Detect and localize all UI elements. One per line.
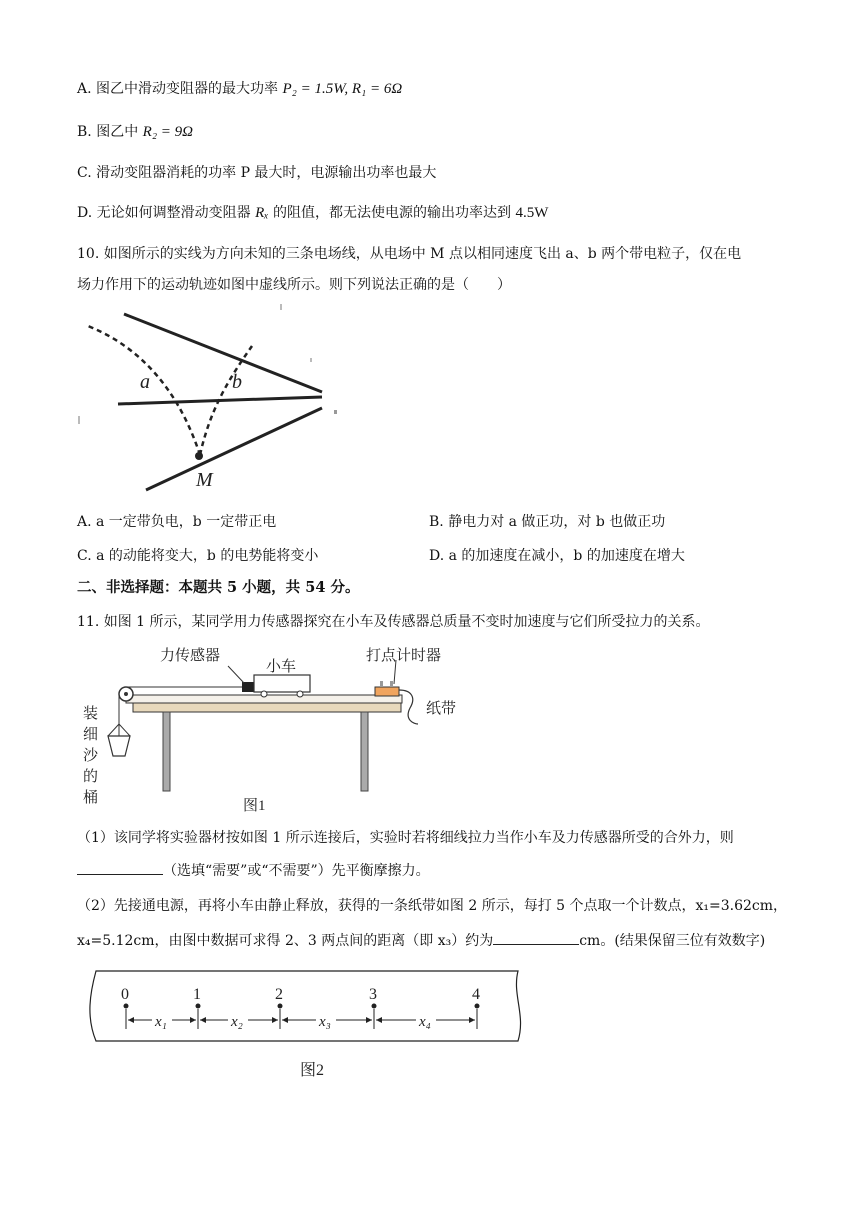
tape-label-2: 2 — [275, 986, 283, 1003]
segment-label-x3: x₃ — [319, 1014, 331, 1030]
label-m: M — [196, 469, 213, 491]
q10-option-b: B. 静电力对 a 做正功，对 b 也做正功 — [429, 514, 666, 530]
q11-stem: 11. 如图 1 所示，某同学用力传感器探究在小车及传感器总质量不变时加速度与它们所受拉力的关系。 — [77, 614, 710, 630]
q11-part2-line1: （2）先接通电源，再将小车由静止释放，获得的一条纸带如图 2 所示，每打 5 个点取一个计数点，x₁=3.62cm， — [77, 898, 788, 914]
tape-point-4 — [475, 1004, 480, 1009]
label-b: b — [232, 371, 242, 393]
field-line-bottom — [146, 408, 322, 490]
q9-option-c-text: C. 滑动变阻器消耗的功率 P 最大时，电源输出功率也最大 — [77, 165, 437, 181]
label-bucket-5: 桶 — [83, 790, 99, 806]
q10-option-d: D. a 的加速度在减小，b 的加速度在增大 — [429, 548, 685, 564]
q9-option-d-value: 4.5W — [515, 205, 549, 221]
tape-outline — [90, 971, 521, 1041]
tape-point-1 — [196, 1004, 201, 1009]
label-a: a — [140, 371, 150, 393]
q10-stem-line2: 场力作用下的运动轨迹如图中虚线所示。则下列说法正确的是（ ） — [77, 277, 511, 293]
tape-label-0: 0 — [121, 986, 129, 1003]
cart-wheel-right — [297, 691, 303, 697]
q10-option-c: C. a 的动能将变大，b 的电势能将变小 — [77, 548, 319, 564]
q9-option-a — [77, 79, 402, 99]
segment-label-x1: x₁ — [155, 1014, 167, 1030]
pulley-axle — [124, 692, 128, 696]
point-m — [195, 452, 203, 460]
q9-option-b-math: R₂ = 9Ω — [142, 124, 194, 140]
label-bucket-3: 沙 — [83, 748, 99, 764]
q11-figure2 — [80, 965, 530, 1085]
tape-label-1: 1 — [193, 986, 201, 1003]
q11-part2-line2-text-b: cm。(结果保留三位有效数字) — [579, 933, 766, 949]
speck — [334, 410, 337, 414]
label-bucket-2: 细 — [83, 727, 99, 743]
timer-post-left — [380, 681, 383, 687]
leader-force-sensor — [228, 666, 244, 683]
cart-body — [254, 675, 310, 692]
q11-figure1 — [78, 638, 478, 823]
q9-option-d-prefix: D. 无论如何调整滑动变阻器 — [77, 205, 251, 221]
q9-option-d-mid: 的阻值，都无法使电源的输出功率达到 — [272, 205, 511, 221]
label-tape: 纸带 — [426, 701, 457, 717]
q9-option-a-math: P₂ = 1.5W, R₁ = 6Ω — [282, 81, 403, 97]
timer-post-right — [390, 681, 393, 687]
cart-wheel-left — [261, 691, 267, 697]
field-line-top — [124, 314, 322, 392]
q11-part2-line2 — [77, 930, 765, 951]
q9-option-d-math: Rₓ — [255, 205, 269, 221]
q9-option-b-text: B. 图乙中 — [77, 124, 139, 140]
tape-point-0 — [124, 1004, 129, 1009]
speck — [310, 358, 312, 362]
tape-label-4: 4 — [472, 986, 480, 1003]
q9-option-b — [77, 122, 193, 142]
force-sensor — [242, 682, 254, 692]
speck — [78, 416, 80, 424]
bucket — [108, 736, 130, 756]
tape-label-3: 3 — [369, 986, 377, 1003]
q10-stem-line1: 10. 如图所示的实线为方向未知的三条电场线，从电场中 M 点以相同速度飞出 a、b 两个带电粒子，仅在电 — [77, 246, 742, 262]
tape-point-2 — [278, 1004, 283, 1009]
label-timer: 打点计时器 — [366, 648, 442, 664]
q11-part2-line2-text-a: x₄=5.12cm，由图中数据可求得 2、3 两点间的距离（即 x₃）约为 — [77, 933, 494, 949]
section2-heading: 二、非选择题：本题共 5 小题，共 54 分。 — [77, 579, 360, 596]
table-top — [133, 703, 401, 712]
q11-part1-line1: （1）该同学将实验器材按如图 1 所示连接后，实验时若将细线拉力当作小车及力传感器所受的合外力，则 — [77, 830, 734, 846]
figure2-caption: 图2 — [300, 1062, 325, 1079]
q9-option-d — [77, 203, 548, 223]
figure1-caption: 图1 — [243, 798, 266, 814]
table-leg-left — [163, 712, 170, 791]
q11-part1-line2 — [77, 860, 430, 881]
table-leg-right — [361, 712, 368, 791]
label-force-sensor: 力传感器 — [160, 648, 221, 664]
label-bucket-4: 的 — [83, 769, 99, 785]
label-cart: 小车 — [266, 659, 297, 675]
tape-point-3 — [372, 1004, 377, 1009]
answer-blank-2[interactable] — [493, 930, 579, 945]
timer-box — [375, 687, 399, 696]
speck — [280, 304, 282, 310]
label-bucket-1: 装 — [83, 706, 99, 722]
q10-option-a: A. a 一定带负电，b 一定带正电 — [77, 514, 277, 530]
q9-option-c — [77, 163, 436, 183]
q11-part1-line2-text: （选填“需要”或“不需要”）先平衡摩擦力。 — [163, 863, 430, 879]
q10-field-figure — [78, 300, 348, 500]
segment-label-x4: x₄ — [419, 1014, 431, 1030]
segment-label-x2: x₂ — [231, 1014, 243, 1030]
answer-blank-1[interactable] — [77, 860, 163, 875]
q9-option-a-text: A. 图乙中滑动变阻器的最大功率 — [77, 81, 279, 97]
